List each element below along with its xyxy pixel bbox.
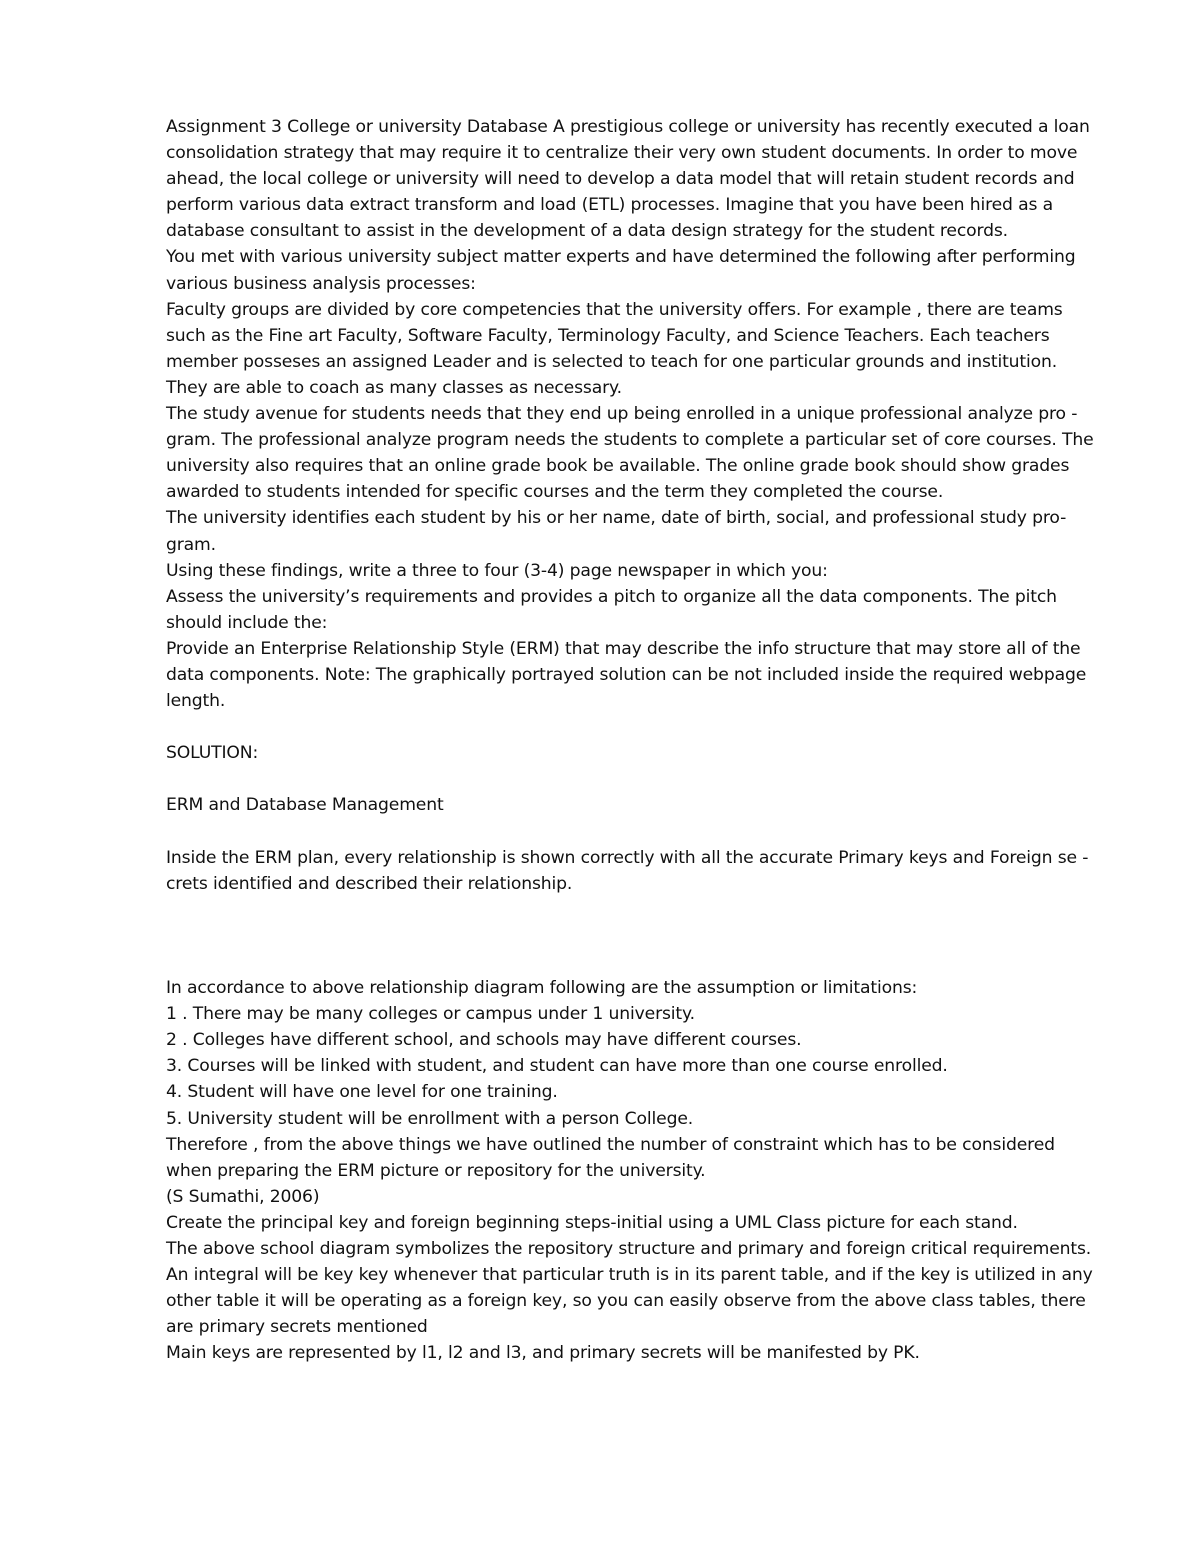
spacer: [166, 714, 1116, 740]
text-line: Create the principal key and foreign beginning steps-initial using a UML Class picture for each stand.: [166, 1212, 1018, 1233]
text-line: should include the:: [166, 612, 328, 633]
text-line: You met with various university subject matter experts and have determined the following after performing: [166, 247, 1076, 268]
text-line: university also requires that an online grade book be available. The online grade book should show grades: [166, 456, 1070, 477]
text-line: data components. Note: The graphically portrayed solution can be not included inside the required webpage: [166, 664, 1087, 685]
text-line: when preparing the ERM picture or repository for the university.: [166, 1160, 706, 1181]
text-line: other table it will be operating as a foreign key, so you can easily observe from the above class tables, there: [166, 1291, 1086, 1312]
text-line: awarded to students intended for specific courses and the term they completed the course.: [166, 482, 944, 503]
text-line: length.: [166, 691, 226, 712]
diagram-gap: [166, 897, 1116, 975]
list-item: 5. University student will be enrollment with a person College.: [166, 1108, 694, 1129]
erm-paragraph: [166, 845, 1116, 897]
list-item: 1 . There may be many colleges or campus under 1 university.: [166, 1004, 695, 1025]
text-line: Faculty groups are divided by core competencies that the university offers. For example , there are teams: [166, 299, 1063, 320]
text-line: Therefore , from the above things we have outlined the number of constraint which has to be considered: [166, 1134, 1055, 1155]
solution-heading: SOLUTION:: [166, 743, 259, 764]
text-line: consolidation strategy that may require it to centralize their very own student documents. In order to move: [166, 143, 1078, 164]
text-line: Inside the ERM plan, every relationship is shown correctly with all the accurate Primary keys and Foreign se -: [166, 847, 1089, 868]
text-line: Assess the university’s requirements and provides a pitch to organize all the data components. The pitch: [166, 586, 1057, 607]
text-line: are primary secrets mentioned: [166, 1317, 428, 1338]
text-line: crets identified and described their relationship.: [166, 873, 573, 894]
text-line: member posseses an assigned Leader and is selected to teach for one particular grounds and institution.: [166, 351, 1058, 372]
text-line: In accordance to above relationship diagram following are the assumption or limitations:: [166, 978, 918, 999]
text-line: The study avenue for students needs that they end up being enrolled in a unique professional analyze pro -: [166, 404, 1078, 425]
spacer: [166, 819, 1116, 845]
text-line: gram. The professional analyze program needs the students to complete a particular set of core courses. The: [166, 430, 1094, 451]
text-line: Provide an Enterprise Relationship Style (ERM) that may describe the info structure that may store all of the: [166, 638, 1081, 659]
section-heading: ERM and Database Management: [166, 795, 444, 816]
document-body: [166, 114, 1116, 1367]
citation: (S Sumathi, 2006): [166, 1186, 320, 1207]
assignment-text: [166, 114, 1116, 714]
list-item: 3. Courses will be linked with student, and student can have more than one course enrolled.: [166, 1056, 948, 1077]
assumptions-text: [166, 975, 1116, 1366]
spacer: [166, 766, 1116, 792]
text-line: such as the Fine art Faculty, Software Faculty, Terminology Faculty, and Science Teachers. Each teachers: [166, 325, 1050, 346]
text-line: Main keys are represented by l1, l2 and l3, and primary secrets will be manifested by PK.: [166, 1343, 920, 1364]
text-line: An integral will be key key whenever that particular truth is in its parent table, and if the key is utilized in any: [166, 1265, 1093, 1286]
text-line: Assignment 3 College or university Database A prestigious college or university has recently executed a loan: [166, 117, 1090, 137]
text-line: The university identifies each student by his or her name, date of birth, social, and professional study pro-: [166, 508, 1067, 529]
text-line: ahead, the local college or university will need to develop a data model that will retain student records and: [166, 169, 1075, 190]
text-line: Using these findings, write a three to four (3-4) page newspaper in which you:: [166, 560, 828, 581]
text-line: gram.: [166, 534, 216, 555]
text-line: The above school diagram symbolizes the repository structure and primary and foreign critical requirements.: [166, 1239, 1092, 1260]
text-line: perform various data extract transform and load (ETL) processes. Imagine that you have been hired as a: [166, 195, 1054, 216]
list-item: 2 . Colleges have different school, and schools may have different courses.: [166, 1030, 802, 1051]
list-item: 4. Student will have one level for one training.: [166, 1082, 558, 1103]
text-line: They are able to coach as many classes as necessary.: [166, 377, 622, 398]
text-line: various business analysis processes:: [166, 273, 476, 294]
text-line: database consultant to assist in the development of a data design strategy for the student records.: [166, 221, 1008, 242]
